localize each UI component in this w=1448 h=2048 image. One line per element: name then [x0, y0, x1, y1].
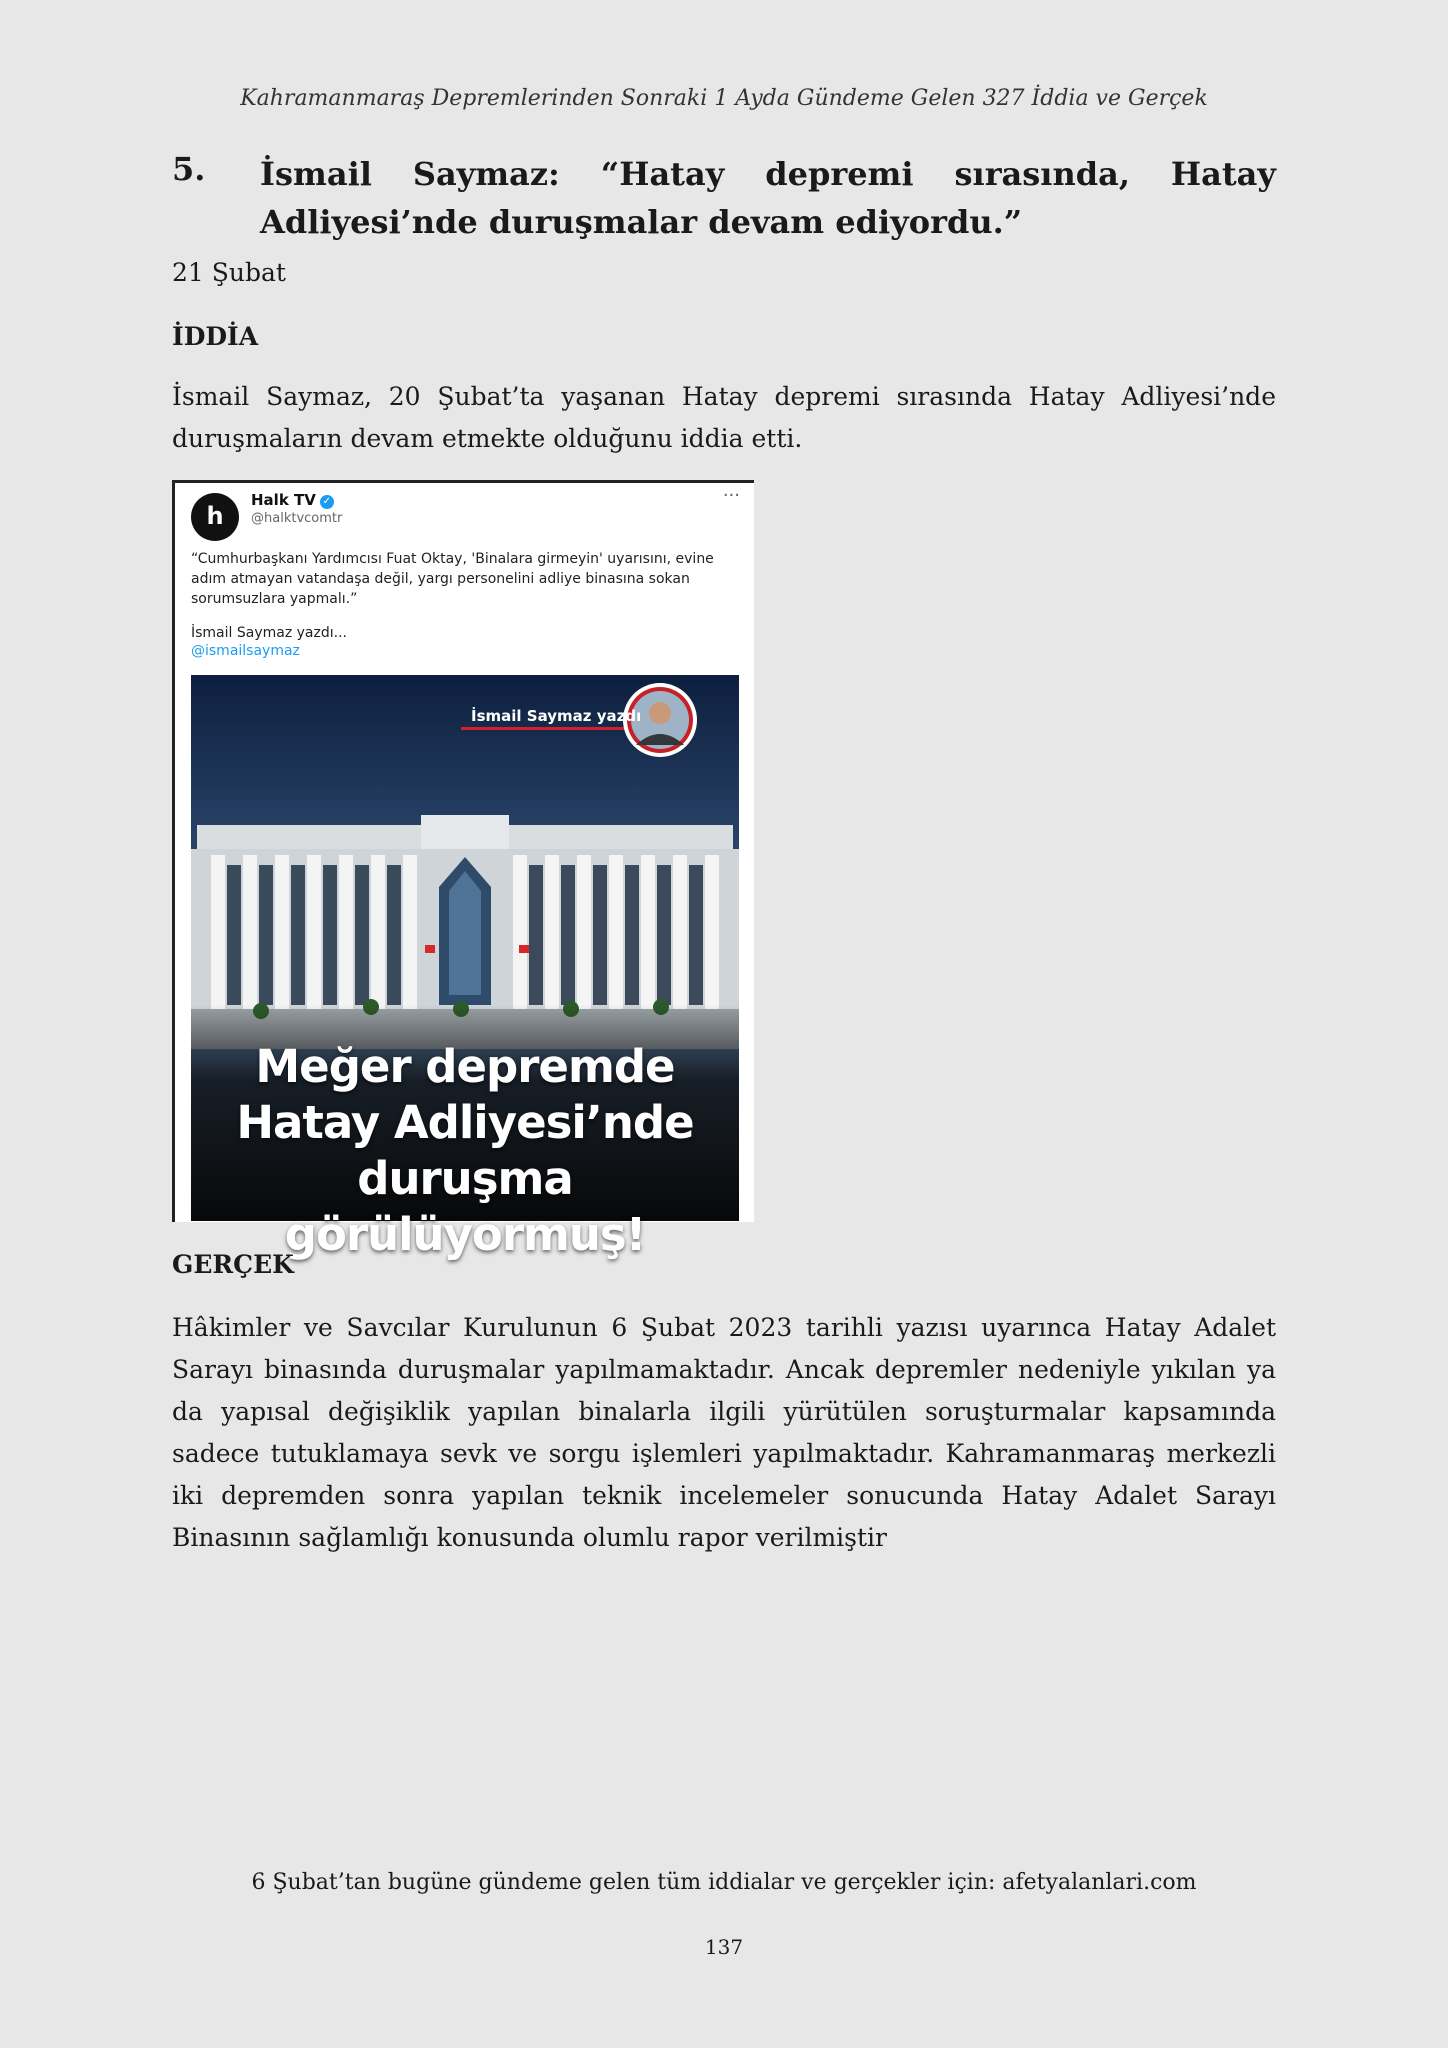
- tweet-byline: İsmail Saymaz yazdı...: [191, 625, 347, 641]
- item-number: 5.: [172, 150, 206, 188]
- fact-text: Hâkimler ve Savcılar Kurulunun 6 Şubat 2023 tarihli yazısı uyarınca Hatay Adalet Sarayı binasında duruşmalar yapılmamaktadır. Ancak depremler nedeniyle yıkılan ya da yapısal değişiklik yapılan binalarla ilgili yürütülen soruşturmalar kapsamında sadece tutuklamaya sevk ve sorgu işlemleri yapılmaktadır. Kahramanmaraş merkezli iki depremden sonra yapılan teknik incelemeler sonucunda Hatay Adalet Sarayı Binasının sağlamlığı konusunda olumlu rapor verilmiştir: [172, 1313, 1276, 1552]
- account-handle: @halktvcomtr: [251, 511, 343, 526]
- more-dots-icon: ···: [722, 485, 740, 506]
- media-author-tag: İsmail Saymaz yazdı: [471, 707, 642, 725]
- fact-heading: GERÇEK: [172, 1250, 294, 1279]
- account-name-text: Halk TV: [251, 491, 316, 509]
- claim-heading: İDDİA: [172, 322, 259, 351]
- item-title-text: İsmail Saymaz: “Hatay depremi sırasında, Hatay Adliyesi’nde duruşmalar devam ediyordu.”: [260, 155, 1276, 241]
- account-avatar: h: [191, 493, 239, 541]
- page-number: 137: [704, 1935, 744, 1959]
- tweet-quote: “Cumhurbaşkanı Yardımcısı Fuat Oktay, 'Binalara girmeyin' uyarısını, evine adım atmayan vatandaşa değil, yargı personelini adliye binasına sokan sorumsuzlara yapmalı.”: [191, 551, 714, 607]
- account-name: [251, 491, 334, 509]
- media-headline-line-3: duruşma görülüyormuş!: [284, 1152, 646, 1261]
- item-date: 21 Şubat: [172, 258, 286, 287]
- verified-badge-icon: ✓: [320, 495, 334, 509]
- running-header: Kahramanmaraş Depremlerinden Sonraki 1 Ayda Gündeme Gelen 327 İddia ve Gerçek: [240, 86, 1208, 111]
- footer-note: 6 Şubat’tan bugüne gündeme gelen tüm iddialar ve gerçekler için: afetyalanlari.com: [251, 1870, 1197, 1895]
- tweet-mention-link: @ismailsaymaz: [191, 643, 300, 659]
- claim-text: İsmail Saymaz, 20 Şubat’ta yaşanan Hatay depremi sırasında Hatay Adliyesi’nde duruşmaların devam etmekte olduğunu iddia etti.: [172, 382, 1276, 453]
- media-headline-line-2: Hatay Adliyesi’nde: [236, 1096, 694, 1149]
- media-headline-line-1: Meğer depremde: [255, 1040, 675, 1093]
- tweet-media-image: [191, 675, 739, 1261]
- embedded-tweet-screenshot: [172, 480, 754, 1261]
